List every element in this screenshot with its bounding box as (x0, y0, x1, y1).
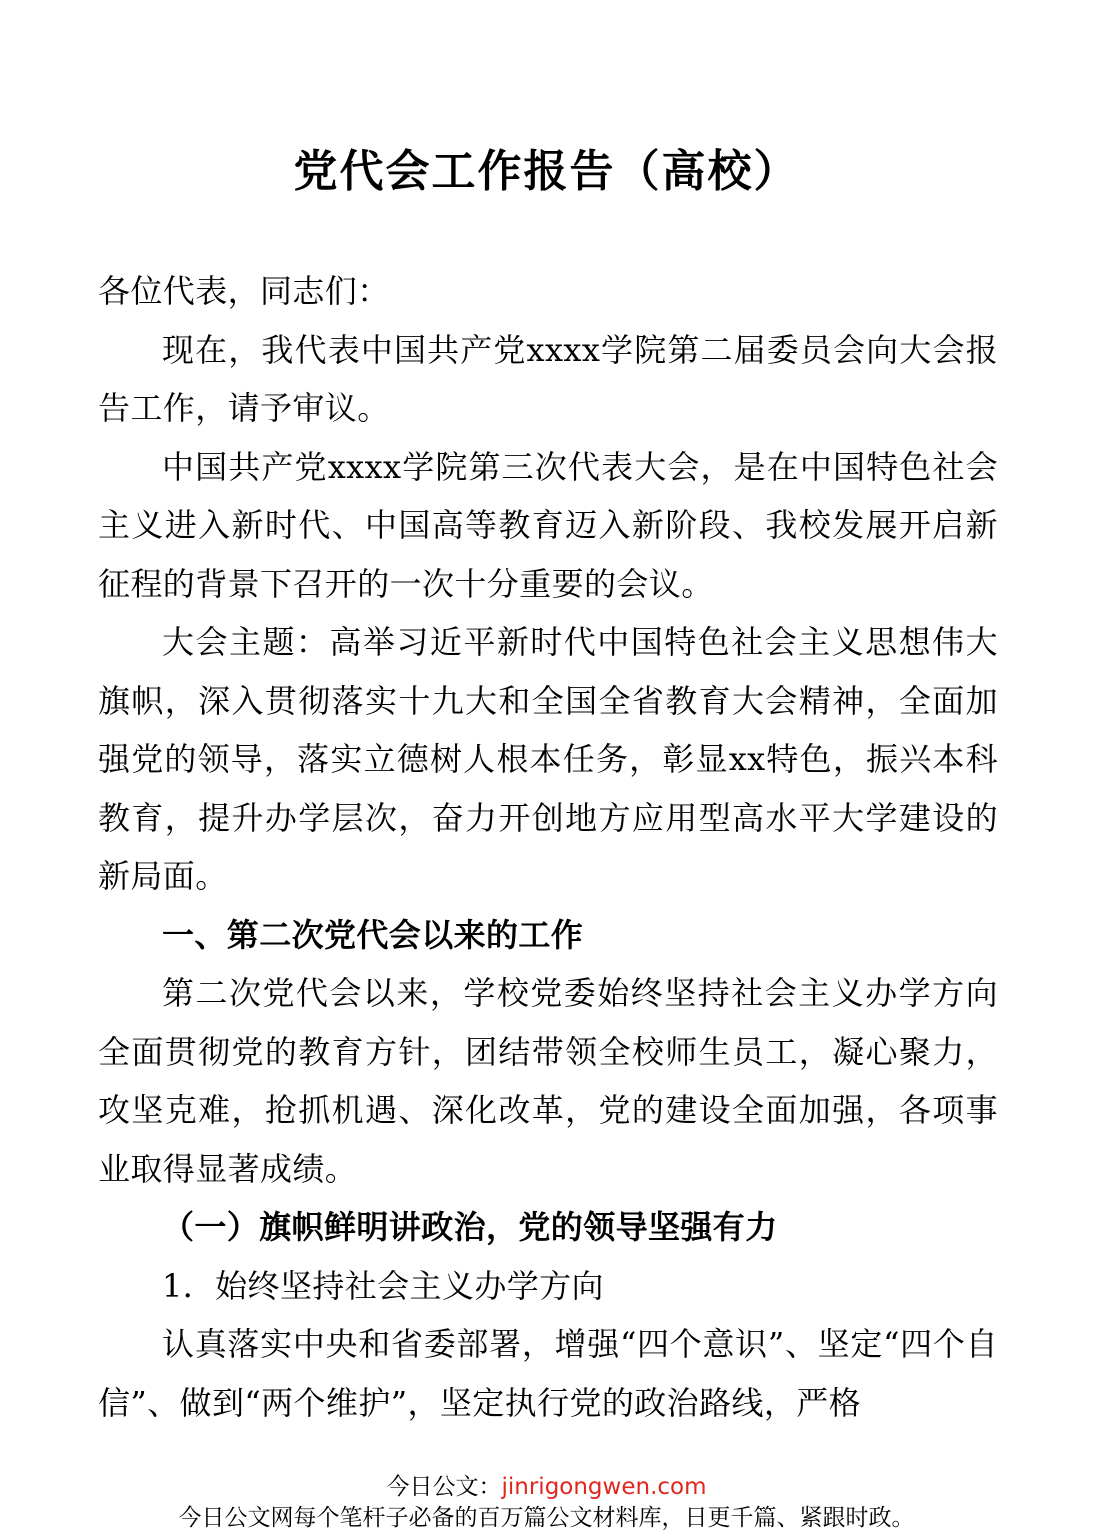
footer-slogan: 今日公文网每个笔杆子必备的百万篇公文材料库，日更千篇、紧跟时政。 (178, 1505, 915, 1531)
document-title: 党代会工作报告（高校） (293, 146, 800, 197)
paragraph-1: 现在，我代表中国共产党xxxx学院第二届委员会向大会报告工作，请予审议。 (98, 330, 998, 427)
subsection-heading-1: （一）旗帜鲜明讲政治，党的领导坚强有力 (162, 1208, 778, 1246)
section-heading-1: 一、第二次党代会以来的工作 (162, 915, 584, 954)
paragraph-4: 第二次党代会以来，学校党委始终坚持社会主义办学方向全面贯彻党的教育方针，团结带领全校师生员工，凝心聚力，攻坚克难，抢抓机遇、深化改革，党的建设全面加强，各项事业取得显著成绩。 (98, 974, 998, 1188)
document-body (98, 262, 998, 1432)
footer-prefix: 今日公文： (386, 1474, 502, 1500)
paragraph-3: 大会主题：高举习近平新时代中国特色社会主义思想伟大旗帜，深入贯彻落实十九大和全国全省教育大会精神，全面加强党的领导，落实立德树人根本任务，彰显xx特色，振兴本科教育，提升办学层次，奋力开创地方应用型高水平大学建设的新局面。 (98, 623, 998, 895)
item-heading-1: 1．始终坚持社会主义办学方向 (162, 1266, 604, 1305)
paragraph-5: 认真落实中央和省委部署，增强“四个意识”、坚定“四个自信”、做到“两个维护”，坚定执行党的政治路线，严格 (98, 1325, 998, 1422)
footer-site-line (0, 1472, 1093, 1502)
paragraph-2: 中国共产党xxxx学院第三次代表大会，是在中国特色社会主义进入新时代、中国高等教育迈入新阶段、我校发展开启新征程的背景下召开的一次十分重要的会议。 (98, 447, 998, 603)
salutation: 各位代表，同志们： (98, 272, 390, 310)
footer-url-link[interactable]: jinrigongwen.com (501, 1474, 707, 1500)
